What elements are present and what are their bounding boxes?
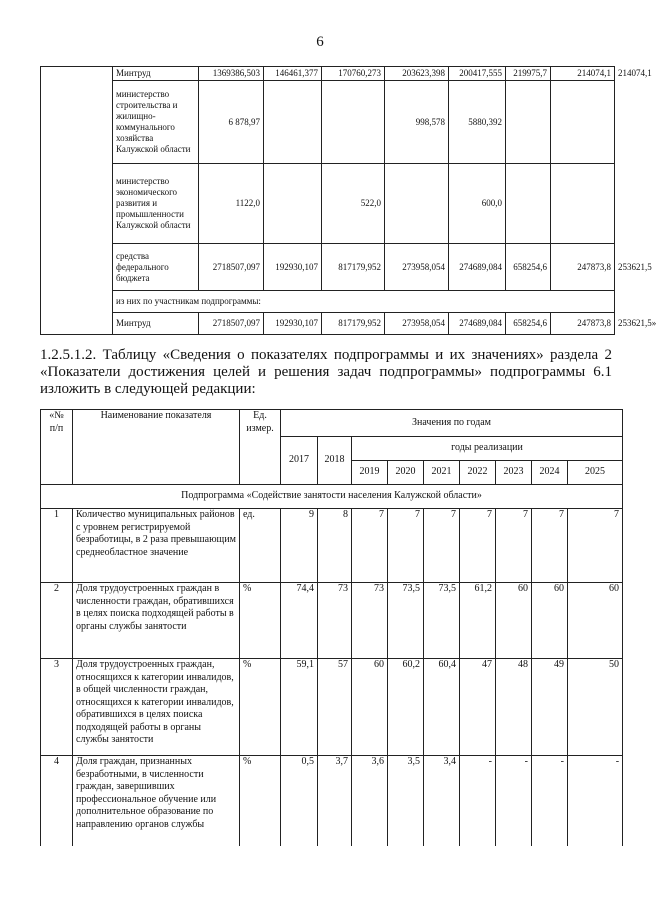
indicator-value: 3,5 [388,756,424,846]
indicator-value: 50 [568,659,623,756]
indicator-row [41,756,623,846]
funding-value [551,164,615,244]
indicator-value: - [568,756,623,846]
indicator-row [41,583,623,659]
indicator-value: 3,6 [352,756,388,846]
funding-value: 2718507,097 [199,244,264,291]
indicator-name: Доля трудоустроенных граждан в численности граждан, обратившихся в целях поиска подходящей работы в органы службы занятости [73,583,240,659]
header-unit: Ед. измер. [240,410,281,485]
funding-value: 817179,952 [322,244,385,291]
subprogram-title: Подпрограмма «Содействие занятости населения Калужской области» [41,485,623,509]
indicator-name: Доля граждан, признанных безработными, в численности граждан, завершивших профессиональное обучение или дополнительное образование по направлению органов службы [73,756,240,846]
funding-row: средства федерального бюджета 2718507,097 192930,107 817179,952 273958,054 274689,084 658254,6 247873,8 253621,5 [41,244,615,291]
funding-value: 274689,084 [449,244,506,291]
participants-subheader-row [41,291,615,313]
empty-cell [41,81,113,164]
indicator-value: 60 [352,659,388,756]
funding-value [322,81,385,164]
indicator-unit: ед. [240,509,281,583]
indicator-value: - [460,756,496,846]
funding-row: Минтруд 1369386,503 146461,377 170760,273 203623,398 200417,555 219975,7 214074,1 214074,1 [41,67,615,81]
funding-table [40,66,656,335]
funding-value [551,81,615,164]
header-year: 2021 [424,461,460,485]
indicator-num: 3 [41,659,73,756]
indicator-value: 49 [532,659,568,756]
funding-value: 273958,054 [385,244,449,291]
indicator-value: 47 [460,659,496,756]
indicator-unit: % [240,659,281,756]
empty-cell [41,291,113,313]
funding-value: 2718507,097 [199,313,264,335]
funding-value: 600,0 [449,164,506,244]
indicator-num: 1 [41,509,73,583]
indicator-value: 7 [388,509,424,583]
funding-value: 192930,107 [264,313,322,335]
header-year: 2023 [496,461,532,485]
header-name: Наименование показателя [73,410,240,485]
indicator-value: 73 [318,583,352,659]
indicator-name: Доля трудоустроенных граждан, относящихся к категории инвалидов, в общей численности граждан, относящихся к категории инвалидов, обратившихся в целях поиска подходящей работы в органы службы занятости [73,659,240,756]
funding-value [506,164,551,244]
funding-value [264,81,322,164]
funding-value [385,164,449,244]
indicator-value: 60 [532,583,568,659]
subprogram-row [41,485,623,509]
funding-value: 1369386,503 [199,67,264,81]
funding-value: 658254,6 [506,313,551,335]
funding-value: 522,0 [322,164,385,244]
indicator-value: 60 [496,583,532,659]
funding-value: 219975,7 [506,67,551,81]
indicators-table [40,409,623,846]
indicator-num: 4 [41,756,73,846]
funding-value: 6 878,97 [199,81,264,164]
header-year: 2018 [318,437,352,485]
funding-row [41,81,615,164]
indicator-value: 60,2 [388,659,424,756]
header-year: 2025 [568,461,623,485]
header-values-by-year: Значения по годам [281,410,623,437]
indicator-value: - [532,756,568,846]
indicator-value: 73 [352,583,388,659]
empty-cell [41,67,113,81]
indicator-value: 74,4 [281,583,318,659]
funding-value: 146461,377 [264,67,322,81]
header-year: 2024 [532,461,568,485]
source-label: средства федерального бюджета [113,244,199,291]
amendment-paragraph: 1.2.5.1.2. Таблицу «Сведения о показателях подпрограммы и их значениях» раздела 2 «Показатели достижения целей и решения задач подпрограммы» подпрограммы 6.1 изложить в следующей редакции: [40,347,612,397]
indicator-value: 9 [281,509,318,583]
participants-subheader: из них по участникам подпрограммы: [113,291,615,313]
funding-value: 274689,084 [449,313,506,335]
page-number: 6 [316,34,324,50]
indicator-value: 60,4 [424,659,460,756]
header-year: 2020 [388,461,424,485]
indicator-value: 3,4 [424,756,460,846]
funding-value: 214074,1 [551,67,615,81]
indicator-num: 2 [41,583,73,659]
funding-value [264,164,322,244]
funding-value: 247873,8 [551,313,615,335]
funding-value: 5880,392 [449,81,506,164]
indicator-value: 48 [496,659,532,756]
header-year: 2019 [352,461,388,485]
indicator-value: 7 [496,509,532,583]
source-label: министерство экономического развития и промышленности Калужской области [113,164,199,244]
source-label: Минтруд [113,67,199,81]
funding-value: 203623,398 [385,67,449,81]
funding-value: 200417,555 [449,67,506,81]
header-year: 2017 [281,437,318,485]
header-year: 2022 [460,461,496,485]
indicator-value: 57 [318,659,352,756]
funding-value: 998,578 [385,81,449,164]
funding-value: 170760,273 [322,67,385,81]
funding-value: 273958,054 [385,313,449,335]
empty-cell [41,244,113,291]
indicator-value: 73,5 [388,583,424,659]
source-label: Минтруд [113,313,199,335]
funding-value: 817179,952 [322,313,385,335]
indicator-row [41,509,623,583]
funding-value: 192930,107 [264,244,322,291]
indicator-value: 73,5 [424,583,460,659]
empty-cell [41,313,113,335]
funding-row [41,164,615,244]
funding-value: 1122,0 [199,164,264,244]
indicator-value: 3,7 [318,756,352,846]
empty-cell [41,164,113,244]
funding-row: Минтруд 2718507,097 192930,107 817179,952 273958,054 274689,084 658254,6 247873,8 253621,5» [41,313,615,335]
header-num: «№ п/п [41,410,73,485]
funding-value: 247873,8 [551,244,615,291]
funding-value: 658254,6 [506,244,551,291]
indicator-value: 8 [318,509,352,583]
indicator-unit: % [240,583,281,659]
indicator-value: - [496,756,532,846]
indicator-value: 0,5 [281,756,318,846]
indicator-value: 60 [568,583,623,659]
indicator-name: Количество муниципальных районов с уровнем регистрируемой безработицы, в 2 раза превышающим среднеобластное значение [73,509,240,583]
header-years-impl: годы реализации [352,437,623,461]
funding-value [506,81,551,164]
indicator-row [41,659,623,756]
indicator-value: 61,2 [460,583,496,659]
indicator-value: 59,1 [281,659,318,756]
indicator-value: 7 [532,509,568,583]
indicator-value: 7 [424,509,460,583]
source-label: министерство строительства и жилищно-коммунального хозяйства Калужской области [113,81,199,164]
indicator-value: 7 [568,509,623,583]
indicator-value: 7 [352,509,388,583]
indicator-unit: % [240,756,281,846]
indicator-value: 7 [460,509,496,583]
